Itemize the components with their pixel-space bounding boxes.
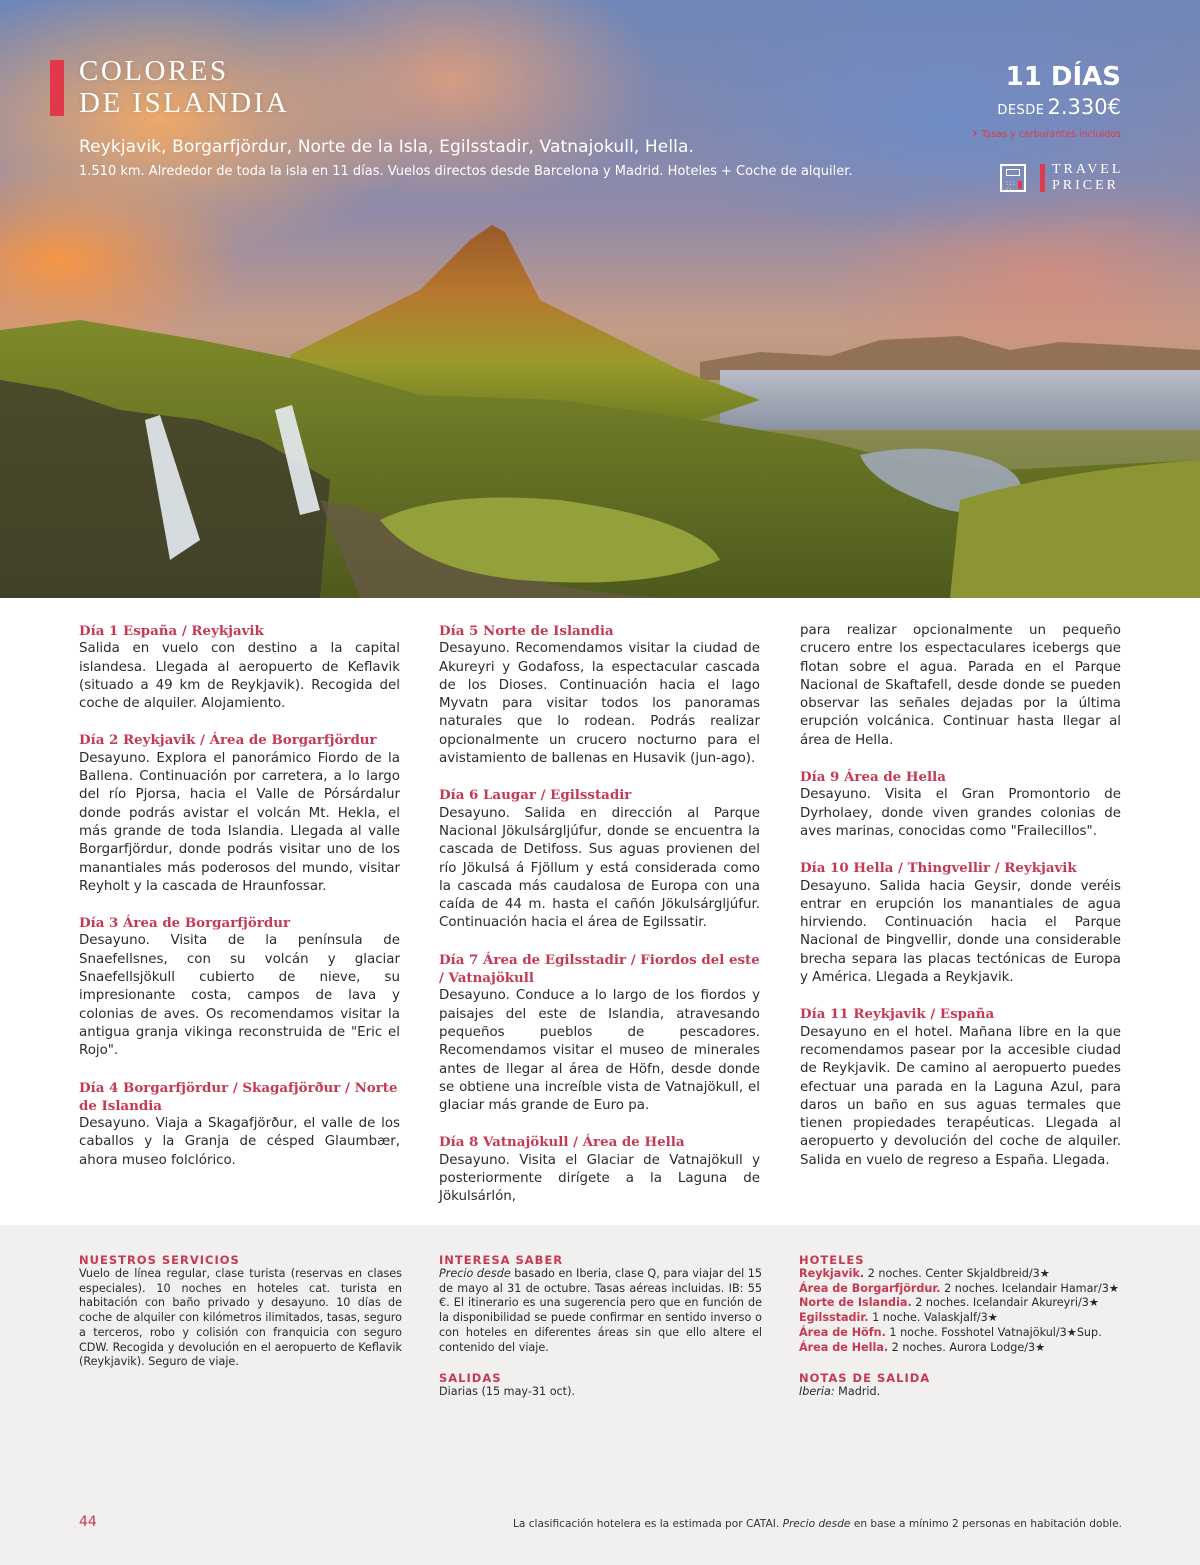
hotel-place: Área de Borgarfjördur. xyxy=(799,1281,941,1295)
departure-notes-text xyxy=(799,1385,1122,1400)
chevron-right-icon: › xyxy=(972,126,978,140)
good-to-know-heading: INTERESA SABER xyxy=(439,1253,564,1267)
trip-duration: 11 DÍAS xyxy=(1005,62,1121,92)
day-entry xyxy=(800,1005,1121,1170)
hotel-item xyxy=(799,1326,1122,1341)
pricer-brand xyxy=(1052,162,1123,194)
taxes-note-text: Tasas y carburantes incluidos xyxy=(981,129,1121,140)
good-to-know-text xyxy=(439,1267,762,1355)
hotel-item xyxy=(799,1267,1122,1282)
day-entry xyxy=(79,914,400,1060)
departure-notes-body: Madrid. xyxy=(834,1385,881,1399)
day-title: Día 6 Laugar / Egilsstadir xyxy=(439,787,632,804)
day-title: Día 1 España / Reykjavik xyxy=(79,623,264,639)
day-text: para realizar opcionalmente un pequeño crucero entre los espectaculares icebergs que flotan sobre el agua. Parada en el Parque Nacional de Skaftafell, desde donde se pueden observar las señales dejadas por la última erupción volcánica. Continuar hasta llegar al área de Hella. xyxy=(800,623,1121,748)
day-title: Día 2 Reykjavik / Área de Borgarfjördur xyxy=(79,732,377,749)
hotel-place: Reykjavik. xyxy=(799,1267,865,1280)
hotel-item xyxy=(799,1296,1122,1311)
day-text: Desayuno. Salida en dirección al Parque Nacional Jökulsárgljúfur, donde se encuentra la cascada de Detifoss. Sus aguas provienen del río Jökulsá á Fjöllum y está considerada como la cascada más caudalosa de Europa con una caída de 44 m. hasta el cañón Jökulsárgljúfur. Continuación hacia el área de Egilssatir. xyxy=(439,805,760,931)
hotel-detail: 2 noches. Center Skjaldbreid/3★ xyxy=(864,1267,1050,1280)
day-title: Día 4 Borgarfjördur / Skagafjörður / Norte de Islandia xyxy=(79,1079,398,1114)
calculator-icon: ::: :: xyxy=(1000,164,1026,192)
day-text: Desayuno. Viaja a Skagafjörður, el valle de los caballos y la Granja de césped Glaumbær, ahora museo folclórico. xyxy=(79,1116,400,1168)
pricer-line-2: PRICER xyxy=(1052,178,1120,193)
day-entry xyxy=(439,786,760,932)
departure-notes-italic: Iberia: xyxy=(799,1385,835,1399)
hotel-detail: 1 noche. Valaskjalf/3★ xyxy=(868,1311,998,1325)
hotel-detail: 2 noches. Icelandair Akureyri/3★ xyxy=(911,1296,1099,1310)
pricer-line-1: TRAVEL xyxy=(1052,162,1124,177)
title-line-1: COLORES xyxy=(79,55,229,87)
services-heading: NUESTROS SERVICIOS xyxy=(79,1253,240,1267)
hotels-heading: HOTELES xyxy=(799,1253,865,1267)
info-panel xyxy=(0,1225,1200,1565)
pricer-accent-bar xyxy=(1040,164,1045,192)
day-title: Día 9 Área de Hella xyxy=(800,769,946,786)
title-accent-bar xyxy=(50,60,64,116)
route-subtitle: Reykjavik, Borgarfjördur, Norte de la Isla, Egilsstadir, Vatnajokull, Hella. xyxy=(79,137,695,157)
day-entry xyxy=(800,859,1121,987)
hotel-detail: 2 noches. Icelandair Hamar/3★ xyxy=(940,1281,1119,1295)
day-entry xyxy=(79,1079,400,1170)
day-title: Día 8 Vatnajökull / Área de Hella xyxy=(439,1134,685,1151)
trip-description: 1.510 km. Alrededor de toda la isla en 11 días. Vuelos directos desde Barcelona y Madrid. Hoteles + Coche de alquiler. xyxy=(79,164,853,179)
departure-notes-heading: NOTAS DE SALIDA xyxy=(799,1371,931,1386)
day-text: Desayuno. Salida hacia Geysir, donde veréis entrar en erupción los manantiales de agua hirviendo. Continuación hacia el Parque Nacional de Þingvellir, donde una considerable brecha separa las placas tectónicas de Europa y América. Llegada a Reykjavik. xyxy=(800,878,1121,986)
page-title xyxy=(79,55,289,119)
price-line xyxy=(997,95,1121,119)
day-entry xyxy=(439,1133,760,1206)
hotel-place: Área de Hella. xyxy=(799,1340,889,1354)
hotel-detail: 1 noche. Fosshotel Vatnajökul/3★Sup. xyxy=(885,1325,1102,1339)
hotel-place: Área de Höfn. xyxy=(799,1325,886,1339)
departures-text: Diarias (15 may-31 oct). xyxy=(439,1385,575,1399)
services-section xyxy=(79,1253,402,1370)
good-to-know-section xyxy=(439,1253,762,1400)
taxes-note xyxy=(972,126,1121,140)
day-title: Día 11 Reykjavik / España xyxy=(800,1006,995,1023)
day-entry-continued xyxy=(800,622,1121,750)
departures-heading: SALIDAS xyxy=(439,1371,502,1386)
day-entry xyxy=(800,768,1121,841)
day-entry xyxy=(439,622,760,768)
footnote-part-1: La clasificación hotelera es la estimada por CATAI. xyxy=(512,1518,783,1530)
footnote-italic: Precio desde xyxy=(782,1518,851,1530)
itinerary-column-2 xyxy=(439,622,760,1225)
day-text: Desayuno. Visita de la península de Snaefellsnes, con su volcán y glaciar Snaefellsjökull cubierto de nieve, su impresionante costa, campos de lava y colonias de aves. Os recomendamos visitar la antigua granja vikinga reconstruida de "Eric el Rojo". xyxy=(79,933,400,1059)
day-text: Desayuno. Visita el Gran Promontorio de Dyrholaey, donde viven grandes colonias de aves marinas, conocidas como "Frailecillos". xyxy=(800,787,1121,839)
good-to-know-italic: Precio desde xyxy=(439,1267,511,1280)
price-amount: 2.330€ xyxy=(1047,95,1121,119)
page-number: 44 xyxy=(79,1514,97,1530)
footnote-part-2: en base a mínimo 2 personas en habitación doble. xyxy=(850,1518,1122,1530)
day-text: Salida en vuelo con destino a la capital islandesa. Llegada al aeropuerto de Keflavik (situado a 49 km de Reykjavik). Recogida del coche de alquiler. Alojamiento. xyxy=(79,641,400,712)
day-text: Desayuno. Conduce a lo largo de los fiordos y paisajes del este de Islandia, atravesando pequeños pueblos de pescadores. Recomendamos visitar el museo de minerales antes de llegar al área de Höfn, desde donde se obtiene una increíble vista de Vatnajökull, el glaciar más grande de Euro pa. xyxy=(439,988,760,1114)
day-title: Día 7 Área de Egilsstadir / Fiordos del este / Vatnajökull xyxy=(439,951,760,987)
services-text: Vuelo de línea regular, clase turista (reservas en clases especiales). 10 noches en hoteles cat. turista en habitación con baño privado y desayuno. 10 días de coche de alquiler con kilómetros ilimitados, tasas, seguro a terceros, robo y colisión con franquicia con seguro CDW. Recogida y devolución en el aeropuerto de Keflavik (Reykjavik). Seguro de viaje. xyxy=(79,1267,402,1369)
itinerary-column-1 xyxy=(79,622,400,1188)
day-text: Desayuno en el hotel. Mañana libre en la que recomendamos pasear por la accesible ciudad de Reykjavik. De camino al aeropuerto puedes efectuar una parada en la Laguna Azul, para daros un baño en sus aguas termales que tienen propiedades terapéuticas. Llegada al aeropuerto y devolución del coche de alquiler. Salida en vuelo de regreso a España. Llegada. xyxy=(800,1024,1121,1168)
title-line-2: DE ISLANDIA xyxy=(79,87,290,119)
hotel-item xyxy=(799,1341,1122,1356)
day-title: Día 3 Área de Borgarfjördur xyxy=(79,915,291,932)
day-entry xyxy=(79,622,400,713)
hotel-item xyxy=(799,1282,1122,1297)
hotel-place: Egilsstadir. xyxy=(799,1311,869,1325)
day-entry xyxy=(79,731,400,896)
day-text: Desayuno. Recomendamos visitar la ciudad de Akureyri y Godafoss, la espectacular cascada de los Dioses. Continuación hacia el lago Myvatn para visitar todos los panoramas naturales que lo rodean. Podrás realizar opcionalmente un crucero nocturno para el avistamiento de ballenas en Husavik (jun-ago). xyxy=(439,641,760,767)
hotel-detail: 2 noches. Aurora Lodge/3★ xyxy=(888,1340,1046,1354)
price-prefix: DESDE xyxy=(997,103,1045,118)
hero-image xyxy=(0,0,1200,598)
day-text: Desayuno. Explora el panorámico Fiordo de la Ballena. Continuación por carretera, a lo largo del río Pjorsa, hacia el Valle de Pórsárdalur donde podrás avistar el volcán Mt. Hekla, el más grande de toda Islandia. Llegada al valle Borgarfjördur, donde podrás visitar uno de los manantiales más poderosos del mundo, visitar Reyholt y la cascada de Hraunfossar. xyxy=(79,750,400,894)
good-to-know-body: basado en Iberia, clase Q, para viajar del 15 de mayo al 31 de octubre. Tasas aéreas incluidas. IB: 55 €. El itinerario es una sugerencia pero que en función de la disponibilidad se puede confirmar en sentido inverso o con hoteles en diferentes áreas sin que ello altere el contenido del viaje. xyxy=(439,1267,763,1354)
day-text: Desayuno. Visita el Glaciar de Vatnajökull y posteriormente dirígete a la Laguna de Jökulsárlón, xyxy=(439,1152,760,1205)
footnote xyxy=(513,1518,1122,1530)
hotels-section xyxy=(799,1253,1122,1400)
hotel-place: Norte de Islandia. xyxy=(799,1296,912,1310)
itinerary-column-3 xyxy=(800,622,1121,1188)
travel-pricer-logo[interactable] xyxy=(1000,162,1123,194)
day-entry xyxy=(439,951,760,1116)
day-title: Día 10 Hella / Thingvellir / Reykjavik xyxy=(800,860,1077,877)
day-title: Día 5 Norte de Islandia xyxy=(439,623,614,639)
hotel-item xyxy=(799,1311,1122,1326)
